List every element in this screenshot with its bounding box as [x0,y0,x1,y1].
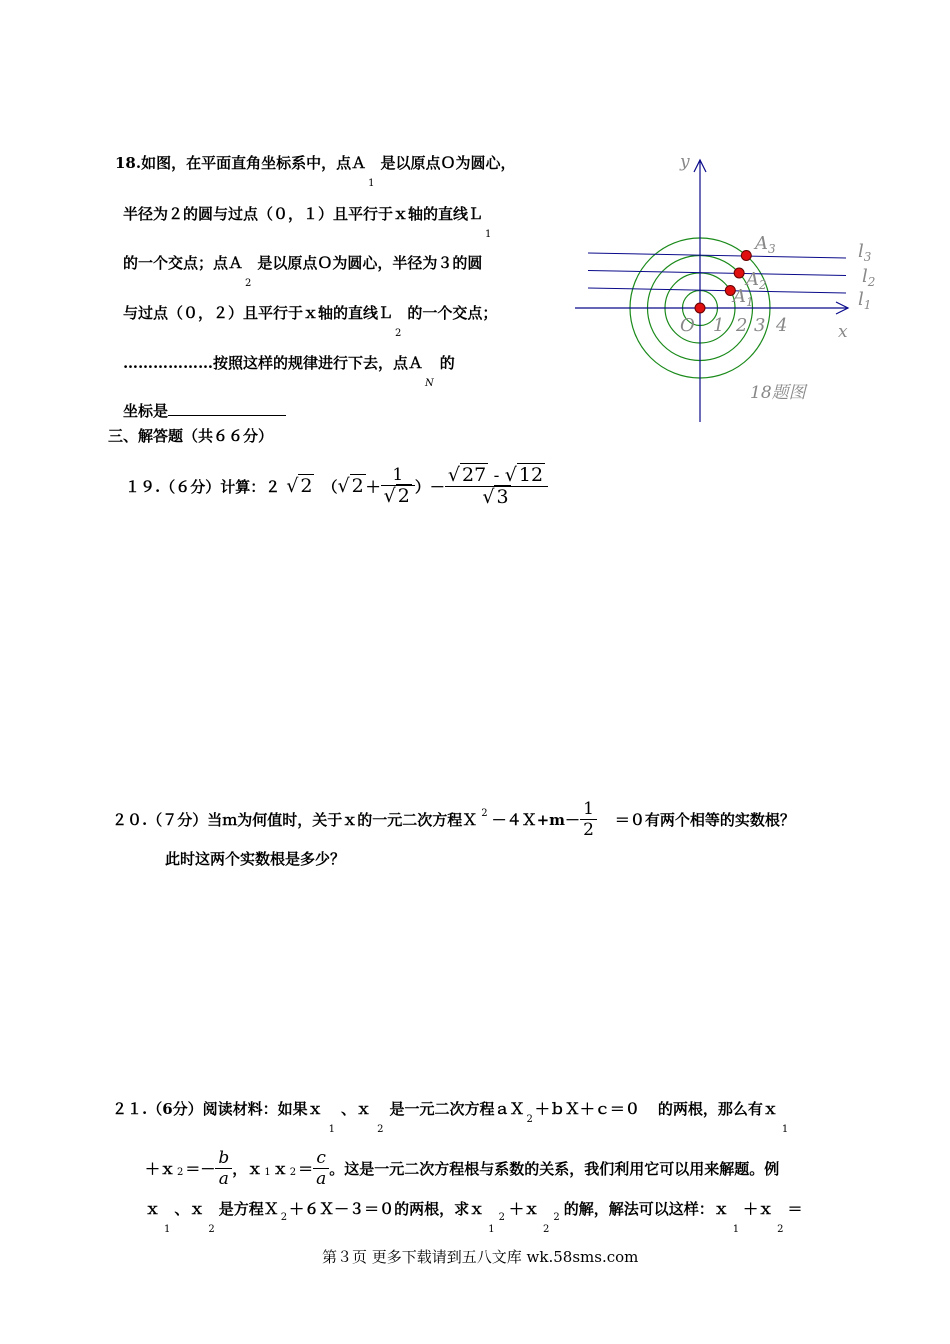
q21-line2: ＋ｘ 2 ＝－ $\frac{b}{a}$ ，ｘ 1 ｘ 2 ＝ $\frac{c}{a}$ 。这是一元二次方程根与系数的关系，我们利用它可以用来解题。例 [145,1147,780,1189]
q18-line3: 的一个交点；点Ａ$_2$是以原点Ｏ为圆心，半径为３的圆 [123,254,483,289]
q18-line5: ………………按照这样的规律进行下去，点Ａ$_N$的 [123,354,455,389]
tick-label-2: 2 [736,315,748,336]
frac-c-over-a: $\frac{c}{a}$ [313,1148,329,1189]
q21-line1: ２１.（6分）阅读材料：如果ｘ$_1$、ｘ$_2$是一元二次方程ａＸ$_2$＋ｂＸ＋ｃ＝０ 的两根，那么有ｘ$_1$ [112,1100,789,1135]
origin-point [695,303,705,313]
q18-answer-line: 坐标是 [123,400,286,421]
answer-blank[interactable] [168,401,286,416]
point-label-A3: $A_3$ [755,233,776,256]
tick-label-4: 4 [776,315,788,336]
line-l3 [588,253,846,258]
q20-line1: ２０.（７分）当ｍ为何值时，关于ｘ的一元二次方程Ｘ $^2$ －４Ｘ+m－ $\frac{1}{2}$ ＝０有两个相等的实数根？ [112,798,795,840]
line-label-l3: $l_3$ [858,241,872,264]
tick-label-1: 1 [713,315,725,336]
y-axis-label: y [680,152,690,172]
frac-b-over-a: $\frac{b}{a}$ [215,1148,232,1189]
origin-label: O [680,315,695,336]
q18-line2: 半径为２的圆与过点（０，１）且平行于ｘ轴的直线Ｌ$_1$ [123,205,492,240]
line-l2 [588,271,846,276]
point-A3 [741,251,751,261]
x-axis-label: x [838,322,848,342]
line-label-l1: $l_1$ [858,289,872,312]
point-label-A1: $A_1$ [733,286,754,309]
page-footer: 第３页 更多下载请到五八文库 wk.58sms.com [322,1248,639,1266]
coordinate-figure [570,145,876,430]
q21-line3: ｘ$_1$、ｘ$_2$是方程Ｘ $_2$ ＋６Ｘ－３＝０的两根，求ｘ$_{12}$ ＋ｘ$_{22}$ 的解，解法可以这样：ｘ$_1$＋ｘ$_2$＝ [145,1200,803,1235]
frac-one-over-root2: $\frac{1}{√ 2}$ [381,465,415,507]
q20-line2: 此时这两个实数根是多少？ [165,850,346,868]
point-A2 [734,268,744,278]
frac-root-expression: $\frac{√ 27 - √ 12}{√ 3}$ [445,465,548,508]
frac-half: $\frac{1}{2}$ [580,799,597,840]
line-label-l2: $l_2$ [862,266,876,289]
q18-line1: 18.如图，在平面直角坐标系中，点Ａ$_1$是以原点Ｏ为圆心， [115,154,516,189]
q18-line4: 与过点（０，２）且平行于ｘ轴的直线Ｌ$_2$的一个交点； [123,304,498,339]
figure-caption: 18题图 [750,383,806,403]
tick-label-3: 3 [754,315,766,336]
point-label-A2: $A_2$ [746,269,767,292]
line-l1 [588,288,846,293]
q19: １９.（６分）计算：２ √ 2 （ √ 2 ＋ $\frac{1}{√ 2}$ ）－ $\frac{√ 27 - √ 12}{√ 3}$ [125,458,548,514]
section-title: 三、解答题（共６６分） [108,427,274,445]
